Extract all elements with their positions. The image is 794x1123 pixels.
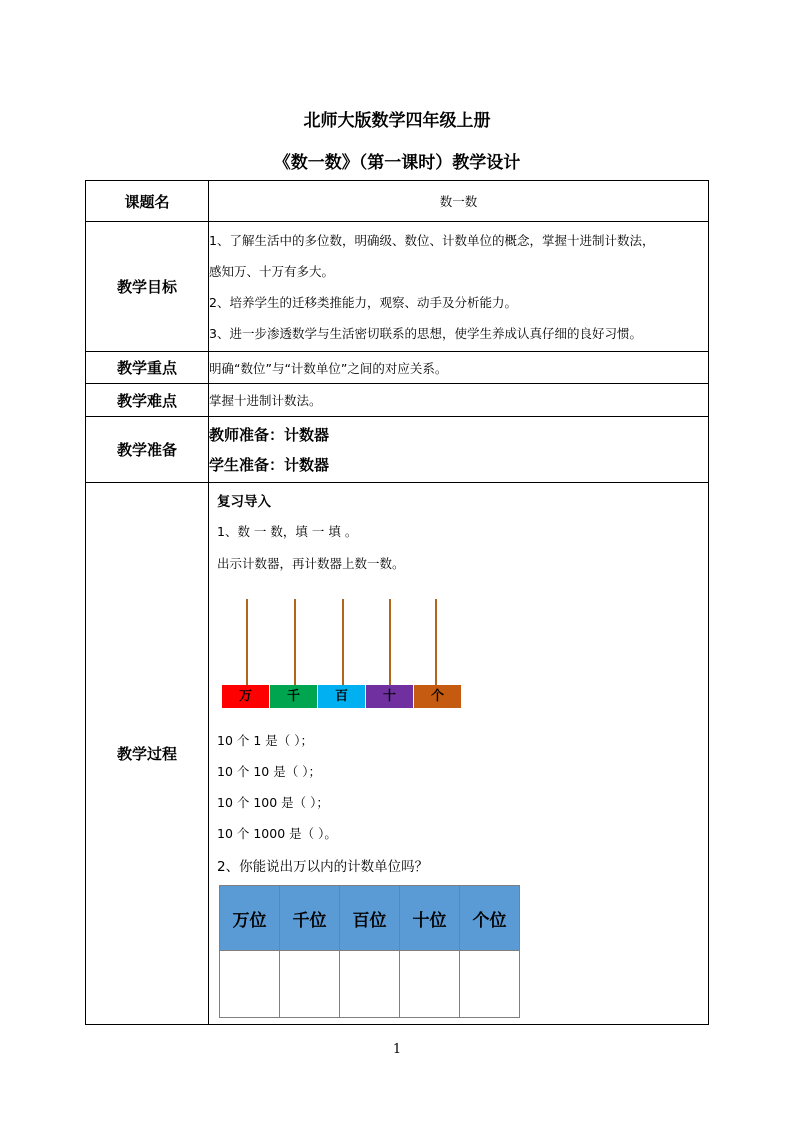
process-content: [209, 483, 709, 1025]
lesson-plan-table: [85, 180, 709, 1025]
place-value-answer-row: [220, 951, 520, 1018]
page-number: 1: [392, 1042, 402, 1057]
row-topic: [86, 181, 709, 222]
abacus-rod: [389, 599, 391, 685]
row-goals: [86, 222, 709, 352]
fill-blank-2: 10 个 10 是（ ）；: [217, 764, 321, 779]
fill-blank-3: 10 个 100 是（ ）；: [217, 795, 329, 810]
abacus-label-wan: 万: [222, 685, 269, 708]
place-value-table: [219, 885, 520, 1018]
fill-blank-1: 10 个 1 是（ ）；: [217, 733, 314, 748]
preparation-label: 教学准备: [86, 417, 209, 483]
goal-item: 2、培养学生的迁移类推能力，观察、动手及分析能力。: [209, 294, 517, 310]
place-value-cell: 个位: [460, 886, 520, 951]
section-title: 复习导入: [217, 494, 271, 510]
fill-blank-4: 10 个 1000 是（ ）。: [217, 826, 337, 841]
difficulty-label: 教学难点: [86, 384, 209, 417]
difficulty-value: 掌握十进制计数法。: [209, 384, 709, 417]
answer-cell[interactable]: [220, 951, 280, 1018]
abacus-rod: [246, 599, 248, 685]
goal-item: 感知万、十万有多大。: [209, 263, 335, 279]
goals-content: [209, 222, 709, 352]
goals-label: 教学目标: [86, 222, 209, 352]
abacus-rod: [294, 599, 296, 685]
abacus-rod: [435, 599, 437, 685]
row-process: [86, 483, 709, 1025]
key-point-label: 教学重点: [86, 352, 209, 384]
abacus-rod: [342, 599, 344, 685]
place-value-cell: 百位: [340, 886, 400, 951]
row-key-point: [86, 352, 709, 384]
abacus-illustration: [222, 599, 464, 709]
goal-item: 1、了解生活中的多位数，明确级、数位、计数单位的概念，掌握十进制计数法，: [209, 232, 655, 248]
topic-label: 课题名: [86, 181, 209, 222]
answer-cell[interactable]: [280, 951, 340, 1018]
step1-description: 出示计数器，再计数器上数一数。: [217, 556, 405, 571]
abacus-label-qian: 千: [270, 685, 317, 708]
topic-value: 数一数: [209, 181, 709, 222]
abacus-label-bai: 百: [318, 685, 365, 708]
goal-item: 3、进一步渗透数学与生活密切联系的思想，使学生养成认真仔细的良好习惯。: [209, 325, 642, 341]
place-value-header: [220, 886, 520, 951]
answer-cell[interactable]: [460, 951, 520, 1018]
answer-cell[interactable]: [340, 951, 400, 1018]
step1-title: 1、数 一 数，填 一 填 。: [217, 524, 358, 539]
row-difficulty: [86, 384, 709, 417]
abacus-label-ge: 个: [414, 685, 461, 708]
student-preparation: 学生准备：计数器: [209, 455, 330, 474]
place-value-cell: 十位: [400, 886, 460, 951]
document-subtitle: 《数一数》（第一课时）教学设计: [273, 153, 521, 173]
row-preparation: [86, 417, 709, 483]
place-value-cell: 千位: [280, 886, 340, 951]
teacher-preparation: 教师准备：计数器: [209, 425, 330, 444]
key-point-value: 明确“数位”与“计数单位”之间的对应关系。: [209, 352, 709, 384]
document-title: 北师大版数学四年级上册: [303, 111, 491, 131]
step2-title: 2、你能说出万以内的计数单位吗？: [217, 859, 429, 875]
answer-cell[interactable]: [400, 951, 460, 1018]
abacus-label-shi: 十: [366, 685, 413, 708]
process-label: 教学过程: [86, 483, 209, 1025]
place-value-cell: 万位: [220, 886, 280, 951]
preparation-content: [209, 417, 709, 483]
